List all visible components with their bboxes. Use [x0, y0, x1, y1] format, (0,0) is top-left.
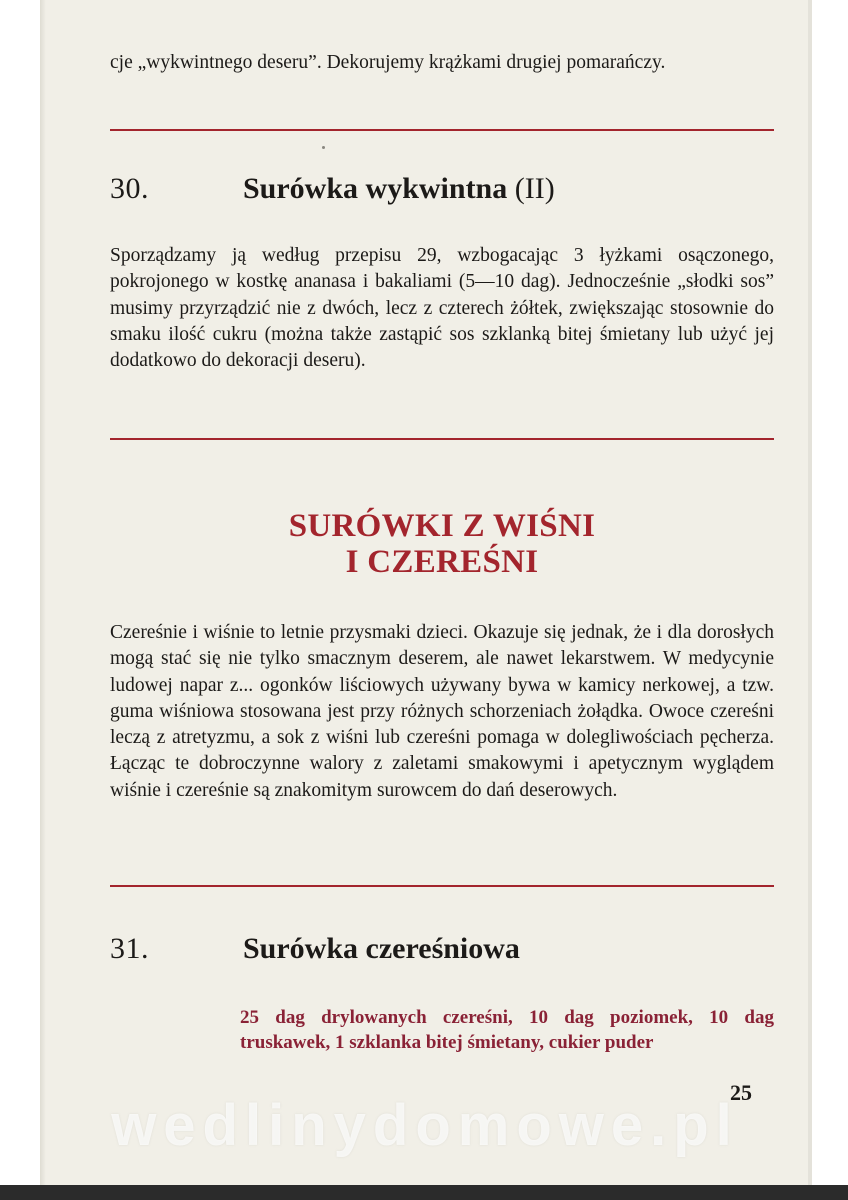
recipe-30-title-text: Surówka wykwintna — [243, 172, 508, 205]
section-heading-line-1: SURÓWKI Z WIŚNI — [288, 508, 596, 544]
recipe-31-ingredients: 25 dag drylowanych czereśni, 10 dag poziomek, 10 dag truskawek, 1 szklanka bitej śmietany, cukier puder — [240, 1007, 774, 1053]
recipe-30-title-suffix: (II) — [514, 172, 555, 205]
page-fold-shadow — [40, 0, 46, 1185]
page-edge — [808, 0, 812, 1185]
divider-rule-top — [110, 129, 774, 131]
lead-paragraph: cje „wykwintnego deseru”. Dekorujemy krążkami drugiej pomarańczy. — [110, 52, 666, 73]
recipe-30-body: Sporządzamy ją według przepisu 29, wzbogacając 3 łyżkami osączonego, pokrojonego w kostkę ananasa i bakaliami (5—10 dag). Jednocześnie „słodki sos” musimy przyrządzić nie z dwóch, lecz z czterech żółtek, zwiększając stosownie do smaku ilość cukru (można także zastąpić sos szklanką bitej śmietany lub użyć jej dodatkowo do dekoracji deseru). — [110, 245, 774, 372]
recipe-30-title — [243, 172, 555, 206]
recipe-30-number: 30. — [110, 172, 149, 205]
site-watermark: wedlinydomowe.pl — [111, 1093, 739, 1158]
recipe-31-title: Surówka czereśniowa — [243, 932, 520, 965]
section-intro-body: Czereśnie i wiśnie to letnie przysmaki dzieci. Okazuje się jednak, że i dla dorosłych mogą stać się nie tylko smacznym deserem, ale nawet lekarstwem. W medycynie ludowej napar z... ogonków liściowych używany bywa w kamicy nerkowej, a tzw. guma wiśniowa stosowana jest przy różnych schorzeniach żołądka. Owoce czereśni leczą z atretyzmu, a sok z wiśni lub czereśni pomaga w dolegliwościach pęcherza. Łącząc te dobroczynne walory z zaletami smakowymi i apetycznym wyglądem wiśnie i czereśnie są znakomitym surowcem do dań deserowych. — [110, 622, 774, 801]
recipe-30-heading — [110, 172, 774, 208]
recipe-31-heading — [110, 932, 774, 968]
page-number: 25 — [730, 1080, 752, 1105]
section-heading-line-2: I CZEREŚNI — [345, 544, 539, 580]
recipe-31-number: 31. — [110, 932, 149, 965]
scanner-bottom-edge — [0, 1185, 848, 1200]
divider-rule-bottom — [110, 885, 774, 887]
section-heading — [110, 508, 774, 580]
divider-rule-middle — [110, 438, 774, 440]
print-speck — [322, 146, 325, 149]
